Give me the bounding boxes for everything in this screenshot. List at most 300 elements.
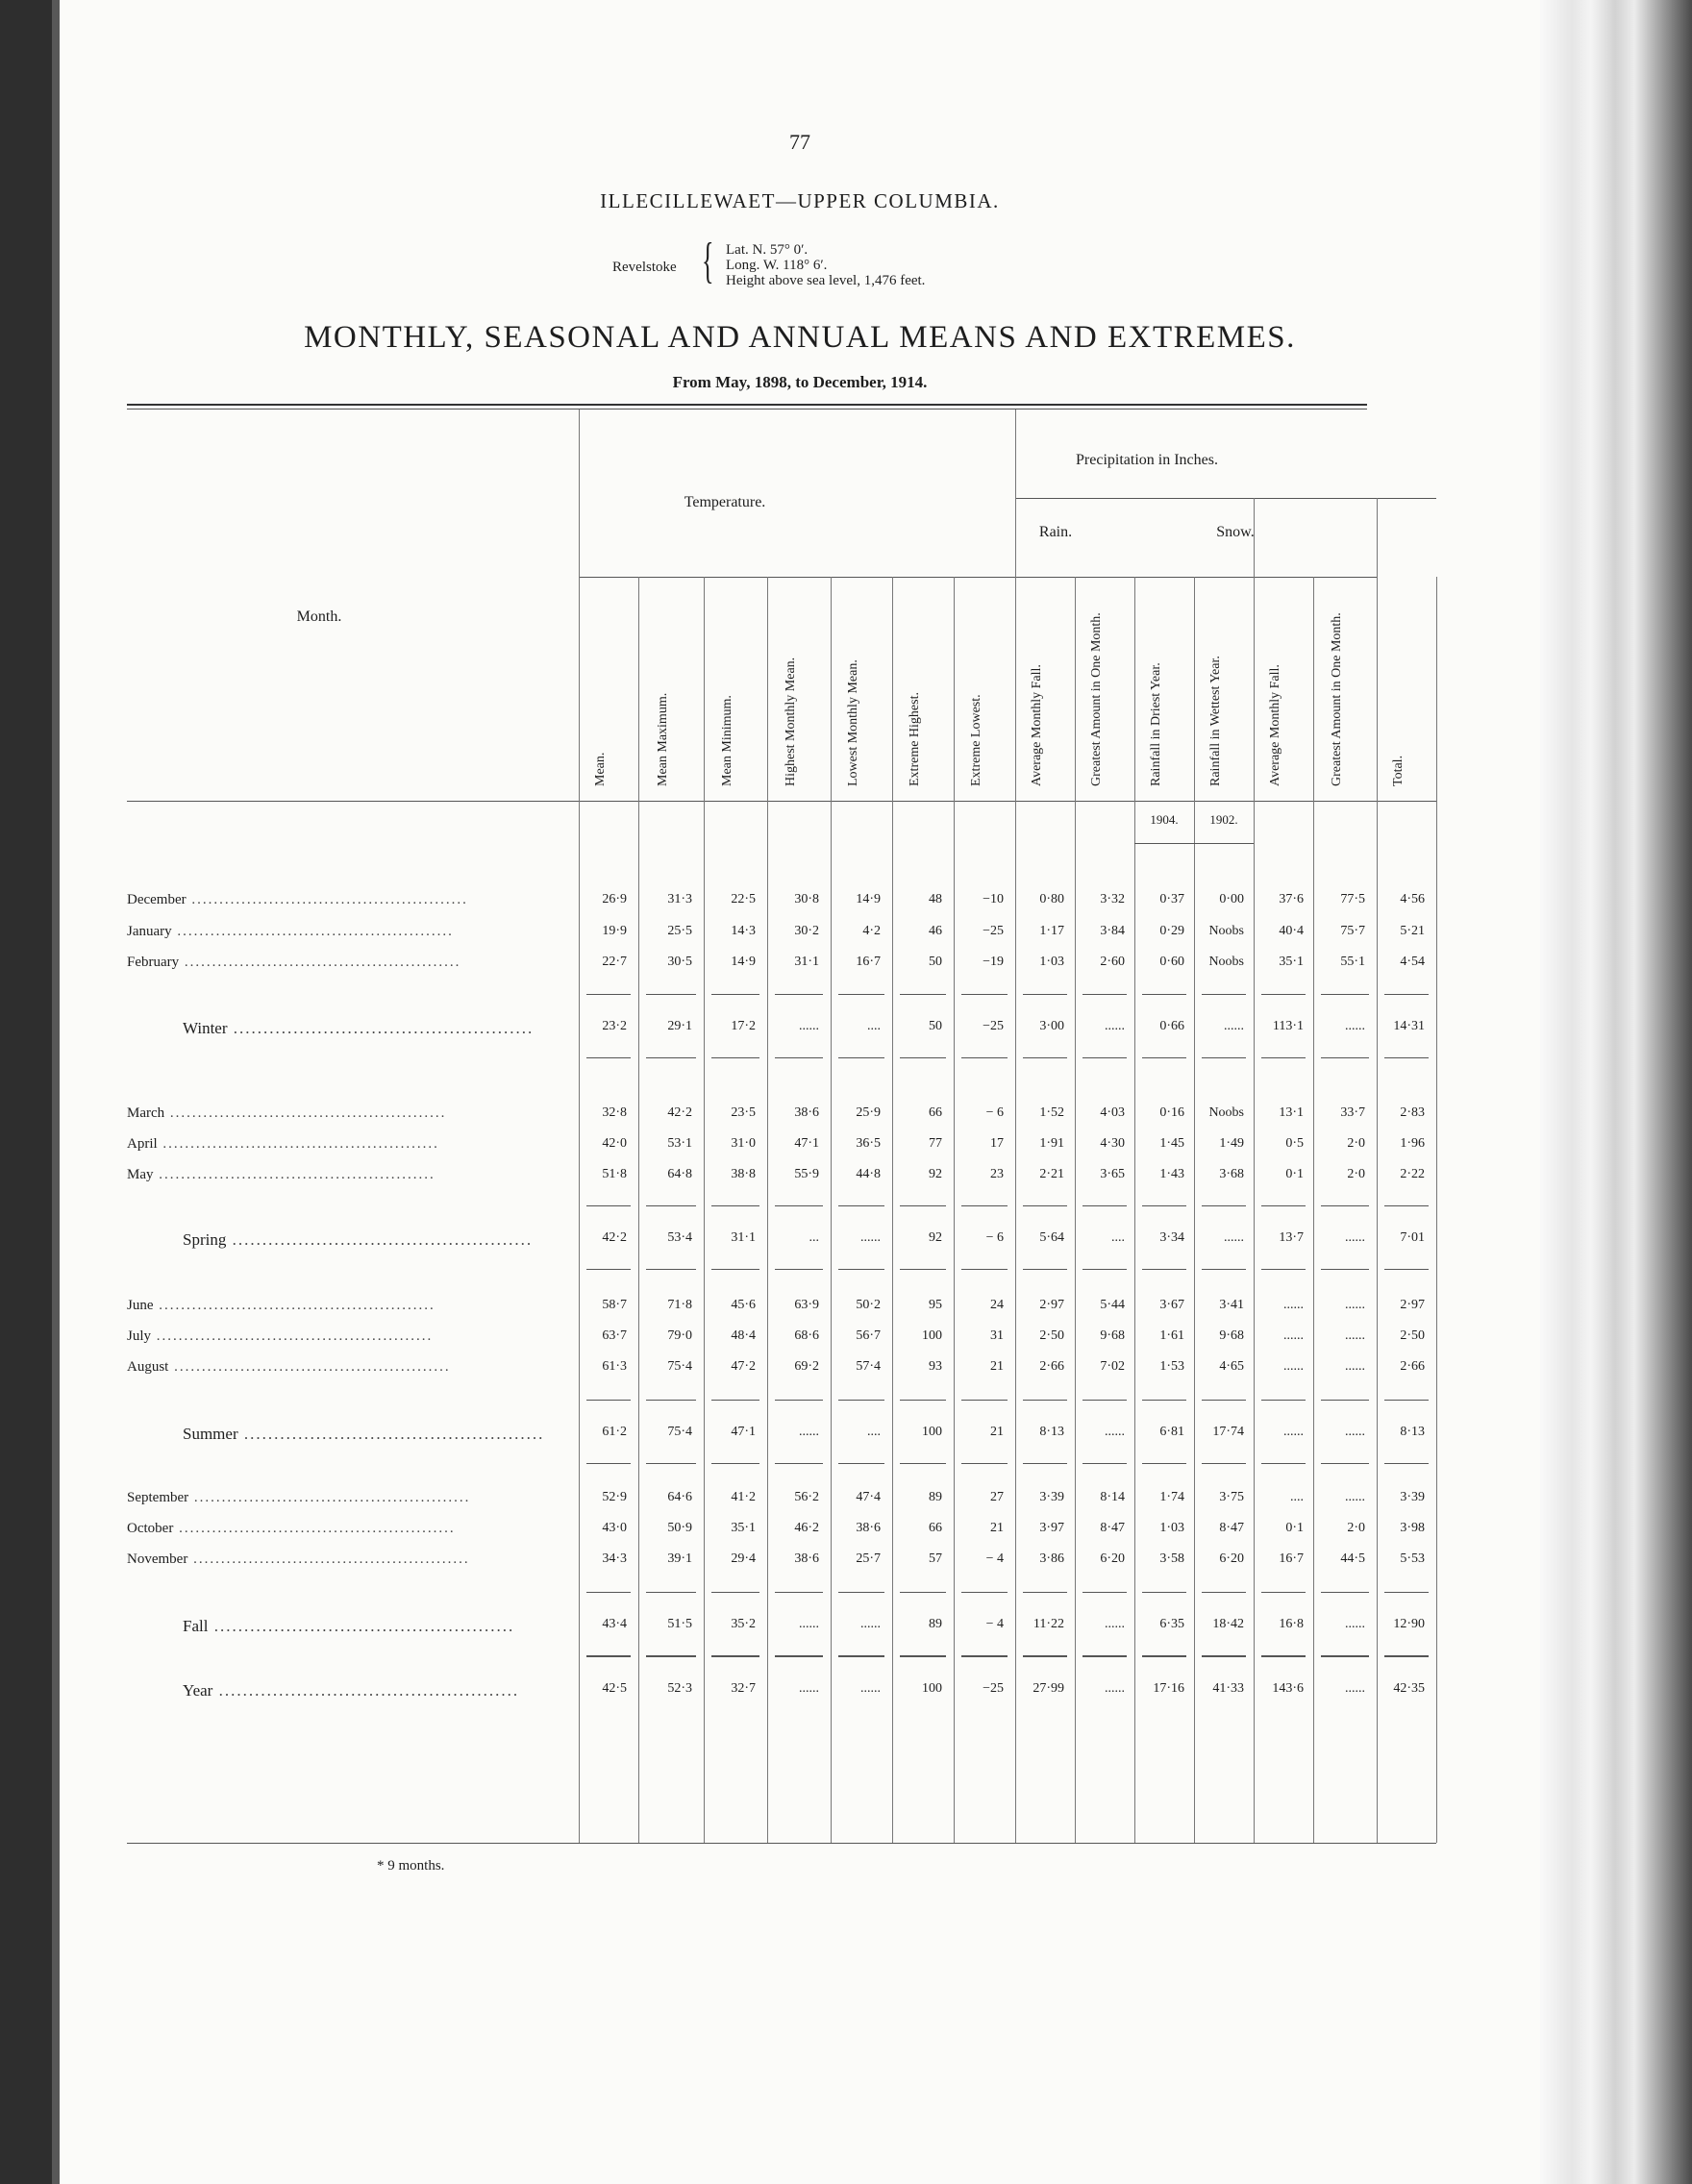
table-cell: 31·1: [794, 955, 819, 969]
table-cell: ......: [860, 1230, 881, 1245]
table-cell: 5·21: [1400, 924, 1425, 938]
table-cell: 61·2: [602, 1425, 627, 1439]
table-cell: 48: [929, 892, 942, 906]
column-header: Mean Maximum.: [656, 692, 670, 786]
table-cell: ......: [799, 1681, 819, 1696]
table-cell: 63·9: [794, 1298, 819, 1312]
table-cell: 75·4: [667, 1425, 692, 1439]
row-label: [127, 1105, 579, 1122]
season-rule: [1082, 1592, 1127, 1593]
table-cell: ......: [1224, 1019, 1244, 1033]
season-rule: [646, 1269, 696, 1270]
table-cell: 143·6: [1272, 1681, 1304, 1696]
season-rule: [1321, 1400, 1369, 1401]
table-cell: 68·6: [794, 1328, 819, 1343]
season-rule: [1202, 1592, 1246, 1593]
table-cell: 50·2: [856, 1298, 881, 1312]
season-rule: [1023, 1463, 1067, 1464]
table-cell: 1·91: [1039, 1136, 1064, 1151]
row-label: [127, 1359, 579, 1376]
table-cell: 38·8: [731, 1167, 756, 1181]
table-cell: 44·8: [856, 1167, 881, 1181]
table-cell: 30·8: [794, 892, 819, 906]
table-cell: 3·97: [1039, 1521, 1064, 1535]
row-label-text: Fall: [183, 1617, 209, 1635]
table-cell: 27·99: [1033, 1681, 1064, 1696]
table-cell: 4·03: [1100, 1105, 1125, 1120]
season-rule: [1321, 1592, 1369, 1593]
row-label-text: November: [127, 1551, 188, 1567]
table-cell: 2·0: [1347, 1136, 1365, 1151]
table-cell: 51·5: [667, 1617, 692, 1631]
table-cell: 56·2: [794, 1490, 819, 1504]
season-rule: [1202, 1269, 1246, 1270]
season-rule: [838, 1400, 884, 1401]
table-cell: 23: [990, 1167, 1004, 1181]
season-rule: [900, 1205, 946, 1206]
table-cell: 0·00: [1219, 892, 1244, 906]
table-cell: 51·8: [602, 1167, 627, 1181]
table-cell: −10: [983, 892, 1004, 906]
table-cell: ......: [1283, 1359, 1304, 1374]
season-rule: [586, 1463, 631, 1464]
table-cell: 52·9: [602, 1490, 627, 1504]
table-cell: 0·37: [1159, 892, 1184, 906]
latitude: Lat. N. 57° 0′.: [726, 242, 809, 258]
row-label: [127, 892, 579, 908]
column-divider: [1075, 577, 1076, 1843]
table-cell: 8·13: [1039, 1425, 1064, 1439]
table-cell: 2·97: [1400, 1298, 1425, 1312]
table-cell: ......: [1105, 1019, 1125, 1033]
season-rule: [1082, 1205, 1127, 1206]
season-rule: [900, 994, 946, 995]
column-divider: [1015, 410, 1016, 1843]
header-rule: [127, 801, 1436, 802]
precipitation-rule: [1015, 498, 1436, 499]
table-cell: 3·39: [1039, 1490, 1064, 1504]
table-cell: −25: [983, 924, 1004, 938]
season-rule: [775, 994, 823, 995]
page-subtitle: From May, 1898, to December, 1914.: [672, 373, 928, 391]
table-cell: 45·6: [731, 1298, 756, 1312]
table-cell: 29·4: [731, 1551, 756, 1566]
row-label: [127, 1136, 579, 1153]
season-rule: [586, 1205, 631, 1206]
row-label: [127, 1490, 579, 1506]
leader-dots: ..................................................: [179, 955, 461, 970]
table-cell: 17: [990, 1136, 1004, 1151]
season-rule: [775, 1463, 823, 1464]
driest-year: 1904.: [1150, 812, 1179, 827]
table-cell: 9·68: [1219, 1328, 1244, 1343]
season-rule: [1142, 1057, 1186, 1058]
top-rule-inner: [127, 409, 1367, 410]
season-rule: [1384, 1656, 1429, 1657]
table-cell: 17·16: [1153, 1681, 1184, 1696]
season-rule: [646, 1592, 696, 1593]
table-cell: 17·2: [731, 1019, 756, 1033]
season-rule: [586, 1656, 631, 1657]
rain-snow-rule: [1015, 577, 1377, 578]
table-cell: 4·2: [862, 924, 881, 938]
row-label: [127, 924, 579, 940]
column-divider: [1194, 577, 1195, 1843]
table-cell: 22·7: [602, 955, 627, 969]
column-divider: [954, 577, 955, 1843]
table-cell: 33·7: [1340, 1105, 1365, 1120]
elevation: Height above sea level, 1,476 feet.: [726, 273, 926, 288]
table-cell: 25·5: [667, 924, 692, 938]
season-rule: [1202, 994, 1246, 995]
season-rule: [1384, 1205, 1429, 1206]
table-cell: 50·9: [667, 1521, 692, 1535]
table-cell: 5·64: [1039, 1230, 1064, 1245]
season-rule: [1023, 1269, 1067, 1270]
table-cell: −25: [983, 1681, 1004, 1696]
table-cell: ......: [1345, 1490, 1365, 1504]
season-rule: [711, 1057, 759, 1058]
season-rule: [1321, 1057, 1369, 1058]
season-rule: [1023, 1205, 1067, 1206]
season-rule: [961, 1205, 1008, 1206]
table-cell: 32·8: [602, 1105, 627, 1120]
season-rule: [1142, 1592, 1186, 1593]
document-page: [60, 0, 1540, 2184]
season-rule: [838, 1205, 884, 1206]
table-cell: 21: [990, 1359, 1004, 1374]
season-rule: [1321, 1656, 1369, 1657]
table-cell: 16·7: [1279, 1551, 1304, 1566]
table-cell: 3·58: [1159, 1551, 1184, 1566]
table-cell: 26·9: [602, 892, 627, 906]
season-rule: [646, 1656, 696, 1657]
leader-dots: ..................................................: [168, 1359, 451, 1375]
table-cell: 35·1: [731, 1521, 756, 1535]
season-rule: [900, 1656, 946, 1657]
table-cell: 22·5: [731, 892, 756, 906]
table-cell: 31·1: [731, 1230, 756, 1245]
table-cell: 0·29: [1159, 924, 1184, 938]
row-label-text: Year: [183, 1681, 213, 1700]
table-cell: 23·5: [731, 1105, 756, 1120]
row-label-text: May: [127, 1167, 154, 1182]
season-rule: [1384, 1592, 1429, 1593]
table-cell: 4·65: [1219, 1359, 1244, 1374]
table-cell: 92: [929, 1167, 942, 1181]
season-rule: [900, 1057, 946, 1058]
table-cell: 0·1: [1285, 1521, 1304, 1535]
table-cell: 71·8: [667, 1298, 692, 1312]
season-rule: [1202, 1463, 1246, 1464]
table-cell: 8·47: [1100, 1521, 1125, 1535]
table-cell: 77: [929, 1136, 942, 1151]
table-cell: 2·83: [1400, 1105, 1425, 1120]
column-divider: [767, 577, 768, 1843]
season-rule: [1261, 1269, 1306, 1270]
table-cell: 2·50: [1400, 1328, 1425, 1343]
season-rule: [1023, 1057, 1067, 1058]
table-cell: Noobs: [1208, 924, 1244, 938]
table-cell: 53·4: [667, 1230, 692, 1245]
table-cell: 4·30: [1100, 1136, 1125, 1151]
table-cell: 6·20: [1219, 1551, 1244, 1566]
table-cell: − 4: [985, 1617, 1004, 1631]
row-label: [127, 1617, 634, 1636]
table-cell: 1·03: [1159, 1521, 1184, 1535]
table-cell: − 6: [985, 1105, 1004, 1120]
table-cell: − 6: [985, 1230, 1004, 1245]
column-divider: [1436, 577, 1437, 1843]
table-cell: 3·84: [1100, 924, 1125, 938]
table-cell: ......: [1105, 1617, 1125, 1631]
table-cell: 6·81: [1159, 1425, 1184, 1439]
column-divider: [638, 577, 639, 1843]
table-cell: 46·2: [794, 1521, 819, 1535]
leader-dots: ..................................................: [188, 1490, 471, 1505]
column-header: Total.: [1391, 755, 1406, 786]
leader-dots: ..................................................: [212, 1681, 520, 1700]
table-cell: 21: [990, 1425, 1004, 1439]
table-cell: ......: [799, 1019, 819, 1033]
table-cell: 77·5: [1340, 892, 1365, 906]
season-rule: [1023, 1656, 1067, 1657]
column-header: Average Monthly Fall.: [1268, 664, 1282, 786]
table-cell: 5·53: [1400, 1551, 1425, 1566]
leader-dots: ..................................................: [173, 1521, 456, 1536]
column-header: Average Monthly Fall.: [1030, 664, 1044, 786]
table-cell: 12·90: [1393, 1617, 1425, 1631]
table-cell: 35·1: [1279, 955, 1304, 969]
table-cell: 2·66: [1400, 1359, 1425, 1374]
season-rule: [1202, 1400, 1246, 1401]
table-cell: 2·50: [1039, 1328, 1064, 1343]
table-cell: ......: [860, 1681, 881, 1696]
table-cell: 8·13: [1400, 1425, 1425, 1439]
leader-dots: ..................................................: [151, 1328, 434, 1344]
leader-dots: ..................................................: [227, 1019, 535, 1037]
table-cell: 35·2: [731, 1617, 756, 1631]
season-rule: [586, 1057, 631, 1058]
season-rule: [1082, 994, 1127, 995]
table-cell: 0·1: [1285, 1167, 1304, 1181]
table-cell: − 4: [985, 1551, 1004, 1566]
row-label: [127, 1425, 634, 1444]
table-cell: 43·4: [602, 1617, 627, 1631]
season-rule: [646, 994, 696, 995]
season-rule: [1082, 1463, 1127, 1464]
table-cell: 25·9: [856, 1105, 881, 1120]
table-cell: 1·03: [1039, 955, 1064, 969]
season-rule: [646, 1057, 696, 1058]
table-cell: 3·86: [1039, 1551, 1064, 1566]
season-rule: [961, 1400, 1008, 1401]
column-divider: [831, 577, 832, 1843]
leader-dots: ..................................................: [153, 1167, 435, 1182]
table-cell: ......: [799, 1425, 819, 1439]
table-cell: 47·2: [731, 1359, 756, 1374]
column-header: Greatest Amount in One Month.: [1089, 612, 1104, 786]
footnote: * 9 months.: [377, 1858, 445, 1874]
season-rule: [1023, 1592, 1067, 1593]
table-cell: ......: [1345, 1425, 1365, 1439]
row-label-text: October: [127, 1521, 174, 1536]
table-cell: 37·6: [1279, 892, 1304, 906]
table-cell: 31: [990, 1328, 1004, 1343]
page-title: MONTHLY, SEASONAL AND ANNUAL MEANS AND EXTREMES.: [304, 320, 1296, 355]
season-rule: [1142, 1463, 1186, 1464]
snow-header: Snow.: [1216, 524, 1255, 540]
table-cell: ....: [1290, 1490, 1304, 1504]
season-rule: [1384, 1269, 1429, 1270]
season-rule: [586, 994, 631, 995]
season-rule: [961, 994, 1008, 995]
column-divider: [892, 577, 893, 1843]
table-cell: ......: [1345, 1681, 1365, 1696]
table-cell: ......: [1283, 1298, 1304, 1312]
table-cell: 23·2: [602, 1019, 627, 1033]
table-cell: 13·7: [1279, 1230, 1304, 1245]
table-cell: 57·4: [856, 1359, 881, 1374]
table-cell: 34·3: [602, 1551, 627, 1566]
table-cell: 50: [929, 1019, 942, 1033]
table-cell: 14·31: [1393, 1019, 1425, 1033]
leader-dots: ..................................................: [153, 1298, 435, 1313]
table-cell: 55·1: [1340, 955, 1365, 969]
season-rule: [586, 1269, 631, 1270]
table-cell: 1·49: [1219, 1136, 1244, 1151]
season-rule: [711, 1269, 759, 1270]
table-cell: 6·35: [1159, 1617, 1184, 1631]
table-cell: 113·1: [1272, 1019, 1304, 1033]
table-cell: 30·5: [667, 955, 692, 969]
year-rule: [1134, 843, 1254, 844]
row-label-text: March: [127, 1105, 165, 1121]
top-rule: [127, 404, 1367, 406]
row-label-text: July: [127, 1328, 152, 1344]
table-cell: 38·6: [794, 1105, 819, 1120]
season-rule: [775, 1057, 823, 1058]
temperature-header: Temperature.: [684, 494, 766, 510]
table-cell: 3·32: [1100, 892, 1125, 906]
season-rule: [711, 1463, 759, 1464]
season-rule: [1261, 1463, 1306, 1464]
table-cell: −25: [983, 1019, 1004, 1033]
season-rule: [1384, 1463, 1429, 1464]
table-cell: ......: [1345, 1298, 1365, 1312]
season-rule: [775, 1269, 823, 1270]
season-rule: [775, 1400, 823, 1401]
leader-dots: ..................................................: [186, 892, 468, 907]
table-cell: Noobs: [1208, 955, 1244, 969]
row-label: [127, 955, 579, 971]
season-rule: [838, 1269, 884, 1270]
table-cell: 3·65: [1100, 1167, 1125, 1181]
table-cell: 56·7: [856, 1328, 881, 1343]
row-label-text: February: [127, 955, 180, 970]
table-cell: 18·42: [1212, 1617, 1244, 1631]
season-rule: [1202, 1205, 1246, 1206]
leader-dots: ..................................................: [208, 1617, 515, 1635]
season-rule: [646, 1400, 696, 1401]
table-cell: 69·2: [794, 1359, 819, 1374]
table-cell: 79·0: [667, 1328, 692, 1343]
season-rule: [711, 1656, 759, 1657]
table-cell: 0·16: [1159, 1105, 1184, 1120]
table-cell: 89: [929, 1490, 942, 1504]
row-label-text: September: [127, 1490, 189, 1505]
row-label: [127, 1551, 579, 1568]
table-cell: 92: [929, 1230, 942, 1245]
month-header: Month.: [296, 608, 342, 625]
table-cell: ...: [809, 1230, 819, 1245]
column-header: Greatest Amount in One Month.: [1330, 612, 1344, 786]
table-cell: 3·39: [1400, 1490, 1425, 1504]
table-cell: 57: [929, 1551, 942, 1566]
table-cell: 52·3: [667, 1681, 692, 1696]
season-rule: [1142, 1205, 1186, 1206]
table-cell: 2·0: [1347, 1521, 1365, 1535]
climate-table: [127, 404, 1444, 1865]
table-cell: 95: [929, 1298, 942, 1312]
table-cell: 6·20: [1100, 1551, 1125, 1566]
brace-glyph: {: [702, 234, 714, 288]
row-label: [127, 1328, 579, 1345]
table-cell: ......: [1105, 1425, 1125, 1439]
season-rule: [1261, 1205, 1306, 1206]
table-cell: 100: [922, 1425, 942, 1439]
season-rule: [1384, 994, 1429, 995]
season-rule: [775, 1592, 823, 1593]
table-cell: 1·17: [1039, 924, 1064, 938]
season-rule: [646, 1205, 696, 1206]
column-divider: [1377, 498, 1378, 1843]
table-cell: 3·00: [1039, 1019, 1064, 1033]
table-cell: 5·44: [1100, 1298, 1125, 1312]
leader-dots: ..................................................: [237, 1425, 545, 1443]
row-label-text: April: [127, 1136, 158, 1152]
station-name: Revelstoke: [612, 260, 677, 275]
column-header: Rainfall in Driest Year.: [1149, 662, 1163, 786]
season-rule: [1384, 1400, 1429, 1401]
season-rule: [961, 1592, 1008, 1593]
table-cell: ....: [1111, 1230, 1125, 1245]
table-cell: 40·4: [1279, 924, 1304, 938]
season-rule: [961, 1656, 1008, 1657]
season-rule: [900, 1592, 946, 1593]
table-cell: 75·7: [1340, 924, 1365, 938]
table-cell: 42·5: [602, 1681, 627, 1696]
column-divider: [1313, 577, 1314, 1843]
table-cell: 1·96: [1400, 1136, 1425, 1151]
table-cell: 14·9: [856, 892, 881, 906]
table-cell: 64·8: [667, 1167, 692, 1181]
table-cell: 41·2: [731, 1490, 756, 1504]
table-cell: 17·74: [1212, 1425, 1244, 1439]
table-cell: 2·21: [1039, 1167, 1064, 1181]
table-cell: 2·66: [1039, 1359, 1064, 1374]
column-header: Mean Minimum.: [720, 695, 734, 786]
column-header: Extreme Lowest.: [969, 694, 983, 786]
table-cell: 42·35: [1393, 1681, 1425, 1696]
table-cell: 89: [929, 1617, 942, 1631]
column-header: Mean.: [593, 752, 608, 786]
season-rule: [1202, 1656, 1246, 1657]
table-cell: 1·53: [1159, 1359, 1184, 1374]
table-cell: 0·66: [1159, 1019, 1184, 1033]
column-header: Extreme Highest.: [908, 692, 922, 786]
table-cell: 1·74: [1159, 1490, 1184, 1504]
